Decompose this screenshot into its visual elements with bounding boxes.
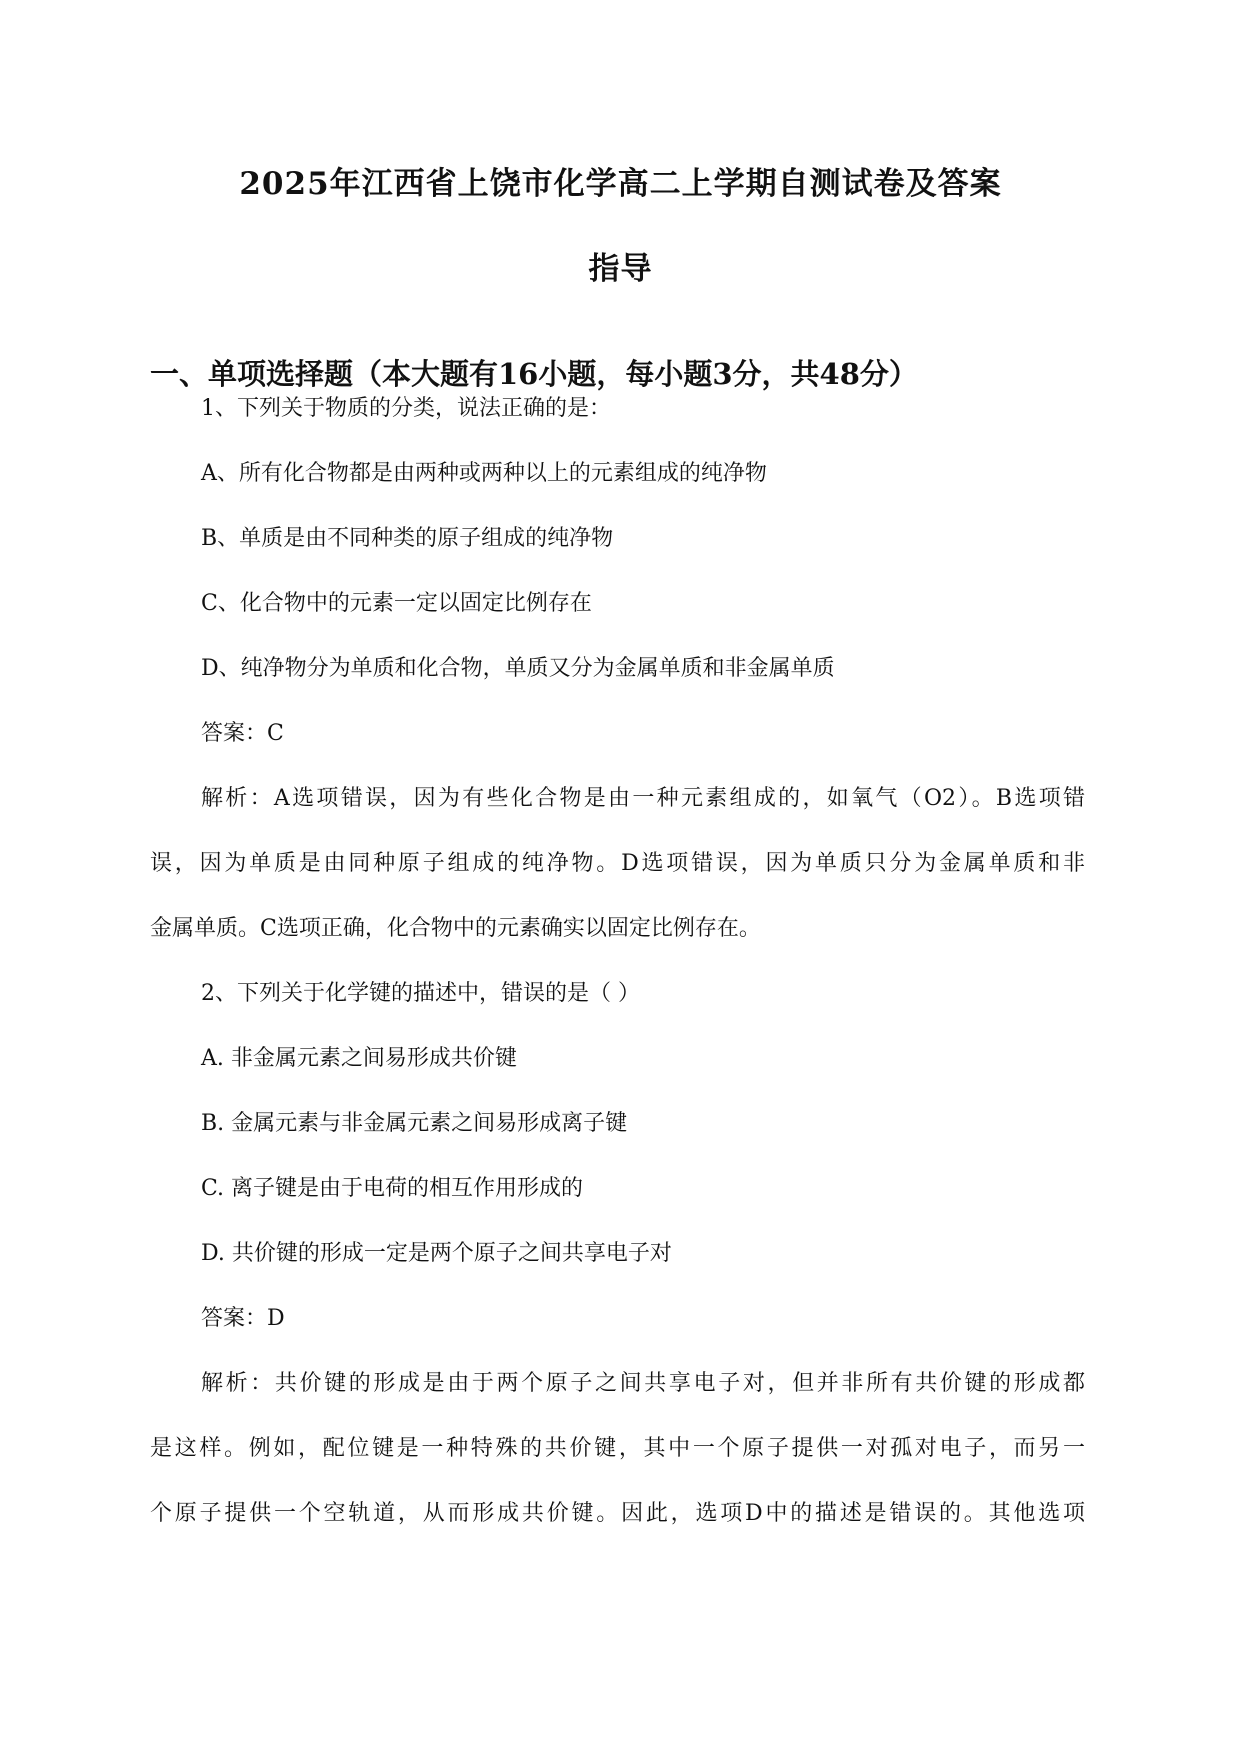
analysis-line: 是这样。例如，配位键是一种特殊的共价键，其中一个原子提供一对孤对电子，而另一 <box>150 1436 1085 1461</box>
question-1 <box>150 376 1085 961</box>
option-b: B、单质是由不同种类的原子组成的纯净物 <box>201 526 614 551</box>
section-heading: 一、单项选择题（本大题有16小题，每小题3分，共48分） <box>150 357 918 391</box>
analysis-line: 金属单质。C选项正确，化合物中的元素确实以固定比例存在。 <box>150 916 761 941</box>
option-a: A. 非金属元素之间易形成共价键 <box>201 1046 517 1071</box>
analysis-line: 个原子提供一个空轨道，从而形成共价键。因此，选项D中的描述是错误的。其他选项 <box>150 1501 1085 1526</box>
option-d: D、纯净物分为单质和化合物，单质又分为金属单质和非金属单质 <box>201 656 835 681</box>
analysis-line: 误，因为单质是由同种原子组成的纯净物。D选项错误，因为单质只分为金属单质和非 <box>150 851 1085 876</box>
analysis-line: 解析：A选项错误，因为有些化合物是由一种元素组成的，如氧气（O2）。B选项错 <box>201 786 1085 811</box>
option-b: B. 金属元素与非金属元素之间易形成离子键 <box>201 1111 628 1136</box>
document-title-line-2: 指导 <box>588 251 653 287</box>
option-d: D. 共价键的形成一定是两个原子之间共享电子对 <box>201 1241 672 1266</box>
answer: 答案：C <box>201 721 284 746</box>
option-a: A、所有化合物都是由两种或两种以上的元素组成的纯净物 <box>201 461 767 486</box>
question-stem: 2、下列关于化学键的描述中，错误的是（ ） <box>201 981 640 1006</box>
option-c: C、化合物中的元素一定以固定比例存在 <box>201 591 592 616</box>
question-2 <box>150 961 1085 1546</box>
question-stem: 1、下列关于物质的分类，说法正确的是： <box>201 396 611 421</box>
option-c: C. 离子键是由于电荷的相互作用形成的 <box>201 1176 584 1201</box>
document-title-line-1: 2025年江西省上饶市化学高二上学期自测试卷及答案 <box>239 166 1002 202</box>
answer: 答案：D <box>201 1306 285 1331</box>
analysis-line: 解析：共价键的形成是由于两个原子之间共享电子对，但并非所有共价键的形成都 <box>201 1371 1085 1396</box>
